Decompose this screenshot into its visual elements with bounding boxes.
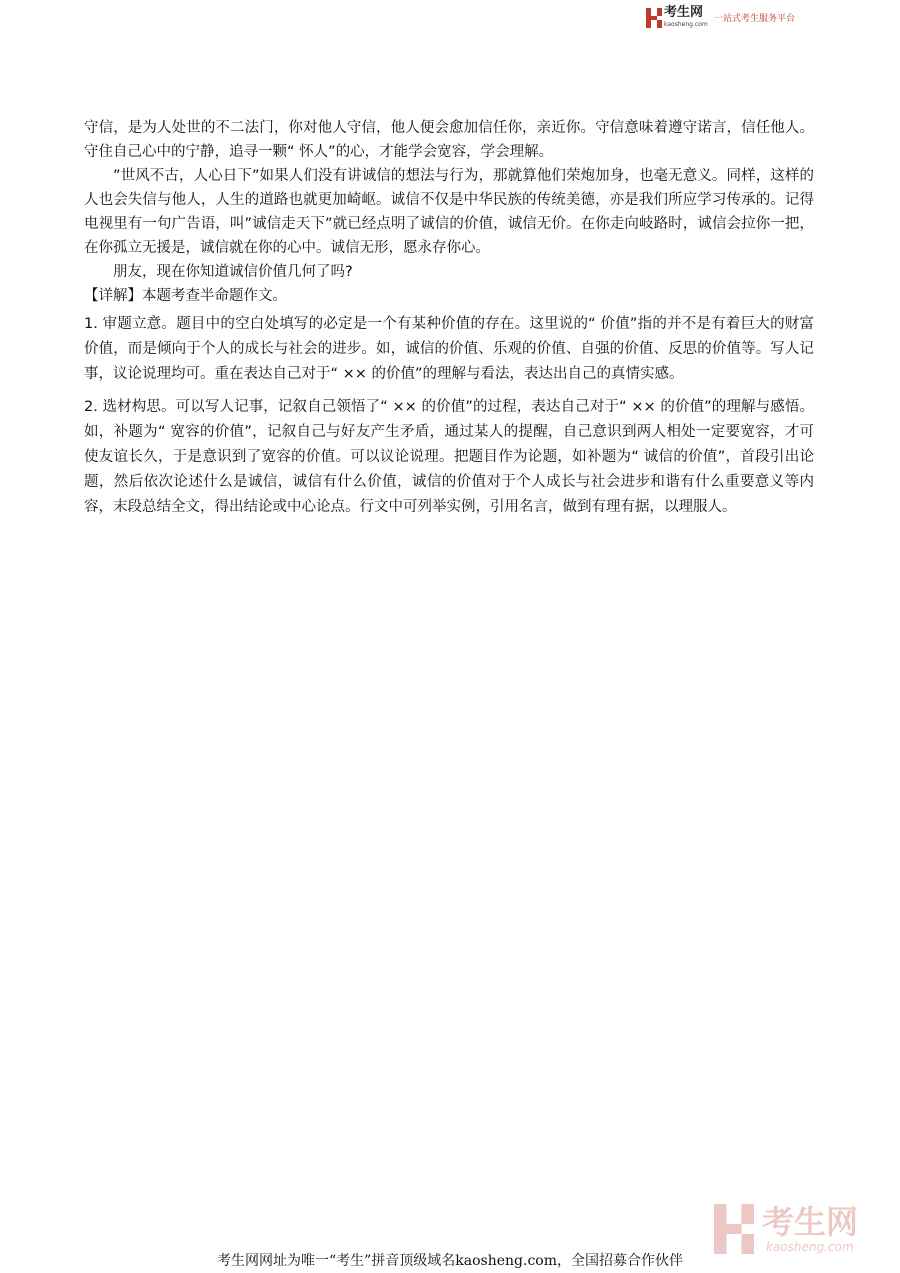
analysis-item-1: 1. 审题立意。题目中的空白处填写的必定是一个有某种价值的存在。这里说的“ 价值”指的并不是有着巨大的财富价值，而是倾向于个人的成长与社会的进步。如，诚信的价值、乐观的价值、自强的价值、反思的价值等。写人记事，议论说理均可。重在表达自己对于“ ×× 的价值”的理解与看法，表达出自己的真情实感。 (84, 316, 814, 382)
paragraph-2: ”世风不古，人心日下”如果人们没有讲诚信的想法与行为，那就算他们荣炮加身，也毫无意义。同样，这样的人也会失信与他人，人生的道路也就更加崎岖。诚信不仅是中华民族的传统美德，亦是我们所应学习传承的。记得电视里有一句广告语，叫”诚信走天下”就已经点明了诚信的价值，诚信无价。在你走向岐路时，诚信会拉你一把，在你孤立无援是，诚信就在你的心中。诚信无形，愿永存你心。 (84, 168, 814, 256)
document-body (84, 116, 814, 520)
analysis-item-2: 2. 选材构思。可以写人记事，记叙自己领悟了“ ×× 的价值”的过程，表达自己对于“ ×× 的价值”的理解与感悟。如，补题为“ 宽容的价值”，记叙自己与好友产生矛盾，通过某人的提醒，自己意识到两人相处一定要宽容，才可使友谊长久，于是意识到了宽容的价值。可以议论说理。把题目作为论题，如补题为“ 诚信的价值”，首段引出论题，然后依次论述什么是诚信，诚信有什么价值，诚信的价值对于个人成长与社会进步和谐有什么重要意义等内容，末段总结全文，得出结论或中心论点。行文中可列举实例，引用名言，做到有理有据，以理服人。 (84, 399, 814, 515)
paragraph-1: 守信，是为人处世的不二法门，你对他人守信，他人便会愈加信任你，亲近你。守信意味着遵守诺言，信任他人。守住自己心中的宁静，追寻一颗“ 怀人”的心，才能学会宽容，学会理解。 (84, 120, 814, 160)
logo-name: 考生网 (664, 5, 704, 20)
analysis-heading: 【详解】本题考查半命题作文。 (84, 288, 287, 304)
footer-notice: 考生网网址为唯一“考生”拼音顶级域名kaosheng.com，全国招募合作伙伴 (216, 1253, 684, 1269)
logo-slogan: 一站式考生服务平台 (714, 14, 796, 24)
kaosheng-logo-icon (646, 8, 662, 28)
watermark-name: 考生网 (762, 1203, 859, 1241)
logo-domain: kaosheng.com (664, 21, 708, 28)
paragraph-3: 朋友，现在你知道诚信价值几何了吗? (113, 264, 353, 280)
watermark-domain: kaosheng.com (766, 1240, 854, 1254)
site-header (646, 6, 846, 32)
watermark-logo-icon (714, 1204, 754, 1254)
